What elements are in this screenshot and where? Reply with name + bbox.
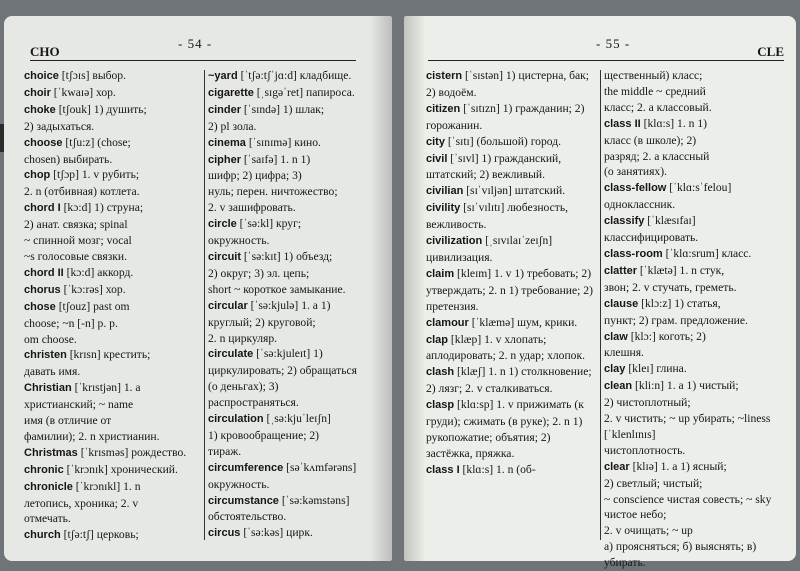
entry-headword: clatter: [604, 264, 638, 277]
entry-line: [604, 378, 772, 395]
entry-line: [426, 101, 598, 134]
entry-line: [604, 246, 772, 263]
entry-headword: clay: [604, 363, 626, 376]
entry-headword: claw: [604, 330, 628, 343]
entry-headword: civil: [426, 152, 448, 165]
entry-headword: class-fellow: [604, 182, 667, 195]
entry-line: [24, 167, 202, 184]
entry-headword: class II: [604, 117, 641, 130]
entry-headword: christen: [24, 349, 67, 362]
entry-line: [24, 364, 202, 380]
entry-line: [604, 116, 772, 133]
entry-text: 2. n (отбивная) котлета.: [24, 185, 140, 199]
entry-line: [24, 299, 202, 316]
column-divider: [600, 70, 601, 540]
entry-text: класс (в школе); 2): [604, 133, 697, 147]
entry-line: [604, 149, 772, 165]
entry-headword: citizen: [426, 102, 461, 115]
entry-line: [24, 332, 202, 348]
entry-line: [24, 511, 202, 527]
entry-text: [kleɪm] 1. v 1) требовать; 2) утверждать; 2. n 1) требование; 2) претензия.: [426, 266, 593, 313]
entry-headword: classify: [604, 215, 645, 228]
entry-text: choose; ~n [-n] p. p.: [24, 316, 118, 330]
entry-line: [208, 315, 358, 331]
entry-text: [krɪsn] крестить;: [66, 348, 151, 362]
entry-text: отмечать.: [24, 512, 71, 526]
entry-line: [208, 152, 358, 169]
entry-line: [24, 68, 202, 85]
entry-line: [24, 397, 202, 413]
entry-line: [604, 539, 772, 571]
entry-line: [24, 527, 202, 544]
entry-text: [ˈtʃə:tʃˈjɑ:d] кладбище.: [237, 69, 352, 82]
entry-headword: chorus: [24, 283, 61, 296]
entry-text: [klɑ:s] 1. n 1): [640, 116, 707, 130]
entry-line: [24, 135, 202, 152]
page-header: [30, 36, 356, 64]
entry-line: [24, 316, 202, 332]
entry-text: клешня.: [604, 346, 644, 360]
entry-text: ~s голосовые связки.: [24, 249, 128, 263]
entry-line: [24, 479, 202, 496]
entry-text: [ˈsə:kl] круг; окружность.: [208, 217, 302, 248]
entry-text: тираж.: [208, 444, 242, 458]
right-page: [404, 16, 796, 570]
entry-text: [ˈkrɪstjən] 1. a: [71, 381, 141, 395]
entry-text: [ˈsə:kəs] цирк.: [240, 526, 313, 540]
entry-line: [208, 493, 358, 510]
entry-line: [426, 266, 598, 315]
entry-text: циркулировать; 2) обращаться (о деньгах); 3): [208, 364, 357, 394]
entry-line: [208, 331, 358, 347]
entries-column-2: [208, 68, 358, 542]
entry-text: [klɪə] 1. a 1) ясный;: [629, 459, 727, 473]
entry-line: [604, 164, 772, 180]
entry-text: [kli:n] 1. a 1) чистый;: [632, 379, 739, 393]
entry-line: [208, 135, 358, 152]
entry-text: [tʃouk] 1) душить;: [55, 102, 147, 116]
entry-line: [604, 329, 772, 346]
entry-text: [tʃɔp] 1. v рубить;: [50, 168, 140, 182]
entry-line: [208, 85, 358, 102]
entry-headword: choke: [24, 103, 56, 116]
entry-line: [604, 411, 772, 443]
entry-text: 2) округ; 3) эл. цепь;: [208, 266, 310, 280]
entry-headword: cinema: [208, 136, 246, 149]
entry-text: круглый; 2) круговой;: [208, 315, 316, 329]
entry-headword: chose: [24, 300, 56, 313]
entry-text: [ˈkɔ:rəs] хор.: [60, 282, 126, 296]
entry-line: [604, 296, 772, 313]
entry-line: [24, 217, 202, 233]
entry-line: [208, 216, 358, 249]
entry-text: [ˌsə:kjuˈleɪʃn]: [263, 412, 331, 426]
gutter-shadow: [404, 16, 426, 561]
entry-text: [klɑ:s] 1. n (об-: [459, 462, 536, 476]
entry-text: звон; 2. v стучать, греметь.: [604, 280, 737, 294]
entry-line: [426, 315, 598, 332]
entry-line: [604, 133, 772, 149]
entry-line: [24, 184, 202, 200]
entry-line: [604, 476, 772, 492]
entry-line: [426, 462, 598, 479]
entry-text: [sɪˈvɪljən] штатский.: [463, 184, 566, 198]
entry-line: [604, 263, 772, 280]
entry-line: [208, 428, 358, 444]
entry-text: [ˈsɪtɪzn] 1) гражданин; 2) горожанин.: [426, 101, 585, 132]
entry-line: [208, 102, 358, 119]
entry-text: шифр; 2) цифра; 3): [208, 169, 302, 183]
entry-headword: ~yard: [208, 70, 238, 82]
entry-line: [426, 364, 598, 397]
entry-line: [208, 509, 358, 525]
entry-headword: circuit: [208, 250, 242, 263]
gutter-shadow: [370, 16, 392, 561]
entry-text: распространяться.: [208, 396, 299, 410]
entry-text: [ˈsə:kjuleɪt] 1): [253, 347, 323, 361]
entry-line: [24, 413, 202, 429]
entry-line: [208, 282, 358, 298]
entry-text: [ˈkrɪsməs] рождество.: [77, 445, 187, 459]
entry-headword: civilization: [426, 235, 483, 248]
entry-headword: circumference: [208, 461, 284, 474]
entry-text: (о занятиях).: [604, 165, 667, 179]
entry-text: [klɔ:] коготь; 2): [627, 329, 706, 343]
entry-headword: chop: [24, 169, 51, 182]
entry-line: [208, 346, 358, 363]
entry-text: short ~ короткое замыкание.: [208, 282, 346, 296]
entry-line: [208, 298, 358, 315]
entry-text: [ˈklæmə] шум, крики.: [468, 315, 578, 329]
entry-text: [ˈklɑ:sˈfelou]: [666, 181, 732, 195]
entry-headword: circle: [208, 218, 237, 231]
entry-line: [208, 444, 358, 460]
entry-line: [24, 265, 202, 282]
entry-headword: circulation: [208, 413, 264, 426]
entry-headword: circus: [208, 527, 241, 540]
entry-line: [426, 183, 598, 200]
entry-headword: chronicle: [24, 480, 73, 493]
entry-text: [tʃouz] past om: [55, 299, 130, 313]
entry-text: [ˈklæsɪfaɪ] классифицировать.: [604, 214, 699, 245]
entry-text: давать имя.: [24, 365, 81, 379]
entry-headword: cistern: [426, 70, 463, 82]
entry-line: [604, 280, 772, 296]
entry-text: [tʃu:z] (chose;: [62, 135, 131, 149]
entry-text: имя (в отличие от: [24, 414, 112, 428]
entry-line: [24, 496, 202, 512]
entry-text: чистоплотность.: [604, 443, 686, 457]
guide-word: CHO: [30, 44, 60, 59]
entry-line: [208, 266, 358, 282]
entry-text: класс; 2. a классовый.: [604, 100, 712, 114]
page-number: - 54 -: [178, 36, 213, 51]
column-divider: [204, 70, 205, 540]
entry-text: [ˌsɪvɪlaɪˈzeɪʃn] цивилизация.: [426, 234, 553, 264]
entry-line: [24, 347, 202, 364]
entry-line: [24, 119, 202, 135]
entry-line: [208, 411, 358, 428]
entry-line: [426, 332, 598, 365]
entry-text: [tʃɔɪs] выбор.: [58, 69, 126, 82]
entry-line: [208, 200, 358, 216]
entry-text: [ˈklɑ:srum] класс.: [662, 246, 752, 260]
entry-line: [208, 119, 358, 135]
entry-headword: class I: [426, 463, 460, 476]
entry-line: [604, 395, 772, 411]
entry-headword: city: [426, 135, 445, 148]
entry-text: летопись, хроника; 2. v: [24, 496, 139, 510]
entry-text: 2. v зашифровать.: [208, 201, 296, 215]
entry-line: [24, 249, 202, 265]
entry-line: [604, 213, 772, 246]
entry-text: [ˈsɪtɪ] (большой) город.: [444, 134, 562, 148]
entry-text: 2) задыхаться.: [24, 119, 95, 133]
entry-text: [ˈkwaɪə] хор.: [50, 85, 116, 99]
entry-text: обстоятельство.: [208, 510, 287, 524]
entry-text: одноклассник.: [604, 198, 676, 212]
entry-text: [ˈsə:kəmstəns]: [278, 493, 350, 507]
entry-line: [426, 134, 598, 151]
entry-text: [klɔ:z] 1) статья,: [638, 296, 721, 310]
entry-text: 2) pl зола.: [208, 119, 257, 133]
entry-text: [ˈsɪvl] 1) гражданский, штатский; 2) вежливый.: [426, 151, 562, 182]
entry-text: [səˈkʌmfərəns] окружность.: [208, 460, 357, 491]
entry-text: [ˈsɪndə] 1) шлак;: [241, 102, 325, 116]
entry-line: [24, 380, 202, 397]
entry-text: [ˈsə:kjulə] 1. a 1): [247, 298, 331, 312]
entry-headword: circulate: [208, 348, 254, 361]
entry-headword: clean: [604, 380, 633, 393]
entry-text: 2) светлый; чистый;: [604, 476, 703, 490]
entry-line: [426, 68, 598, 101]
entry-text: а) проясняться; б) выяснять; в) убирать.: [604, 540, 757, 570]
entry-line: [208, 395, 358, 411]
entries-column-1: [24, 68, 202, 544]
entry-text: [klæp] 1. v хлопать; аплодировать; 2. n удар; хлопок.: [426, 332, 586, 363]
entry-text: [ˈkrɔnɪkl] 1. n: [72, 479, 141, 493]
entry-headword: circumstance: [208, 494, 279, 507]
entry-line: [604, 180, 772, 197]
entry-text: [ˌsɪgəˈret] папироса.: [253, 85, 355, 99]
entry-line: [24, 429, 202, 445]
entry-text: [ˈsɪstən] 1) цистерна, бак; 2) водоём.: [426, 69, 590, 99]
entry-headword: Christian: [24, 382, 72, 395]
entry-line: [24, 462, 202, 479]
entry-text: 2. v чистить; ~ up убирать; ~liness [ˈklenlɪnɪs]: [604, 412, 771, 441]
entry-text: фамилии); 2. n христианин.: [24, 429, 160, 443]
entry-text: 2) анат. связка; spinal: [24, 218, 128, 232]
entry-text: 2) чистоплотный;: [604, 396, 691, 410]
entry-headword: civility: [426, 202, 461, 215]
entry-headword: clause: [604, 297, 639, 310]
entry-line: [24, 152, 202, 168]
page-number: - 55 -: [596, 36, 631, 51]
entries-column-2: [604, 68, 772, 571]
entry-text: 1) кровообращение; 2): [208, 428, 320, 442]
entry-text: разряд; 2. a классный: [604, 149, 710, 163]
entry-headword: clash: [426, 366, 455, 379]
entry-line: [24, 85, 202, 102]
entry-line: [604, 197, 772, 213]
entry-text: the middle ~ средний: [604, 84, 706, 98]
entry-text: 2. n циркуляр.: [208, 331, 278, 345]
entry-line: [604, 523, 772, 539]
entry-headword: claim: [426, 267, 455, 280]
entry-text: chosen) выбирать.: [24, 152, 113, 166]
entry-line: [604, 361, 772, 378]
entry-headword: class-room: [604, 247, 663, 260]
entry-headword: Christmas: [24, 446, 78, 459]
entry-line: [426, 397, 598, 462]
entry-line: [24, 102, 202, 119]
entry-text: [ˈsɪnɪmə] кино.: [245, 135, 321, 149]
entry-headword: chord II: [24, 266, 64, 279]
entry-headword: choice: [24, 70, 59, 82]
entry-text: [sɪˈvɪlɪtɪ] любезность, вежливость.: [426, 201, 569, 232]
entry-line: [24, 282, 202, 299]
entry-line: [604, 84, 772, 100]
entry-line: [24, 233, 202, 249]
entry-text: нуль; перен. ничтожество;: [208, 185, 338, 199]
entry-headword: choir: [24, 86, 51, 99]
entry-text: [ˈklætə] 1. n стук,: [637, 263, 725, 277]
entry-text: [klɑ:sp] 1. v прижимать (к груди); сжимать (в руке); 2. n 1) рукопожатие; объятия; 2) застёжка, пряжка.: [426, 398, 584, 460]
entry-text: om choose.: [24, 332, 77, 346]
entry-headword: church: [24, 529, 61, 542]
page-header: [428, 36, 784, 64]
entry-line: [208, 525, 358, 542]
entry-line: [604, 68, 772, 84]
entry-line: [426, 200, 598, 233]
entry-line: [208, 460, 358, 493]
entry-headword: clap: [426, 333, 449, 346]
entry-text: ~ спинной мозг; vocal: [24, 234, 132, 248]
entry-line: [24, 445, 202, 462]
entry-headword: clasp: [426, 399, 455, 412]
entry-text: [kleɪ] глина.: [625, 362, 687, 376]
entry-headword: clamour: [426, 316, 469, 329]
entry-text: [ˈkrɔnɪk] хронический.: [63, 462, 178, 476]
entry-line: [604, 100, 772, 116]
entry-headword: cinder: [208, 103, 242, 116]
left-page: [4, 16, 392, 561]
entry-headword: clear: [604, 460, 630, 473]
entry-text: [ˈsaɪfə] 1. n 1): [241, 152, 311, 166]
header-rule: [30, 60, 356, 61]
entry-headword: cipher: [208, 153, 242, 166]
entry-headword: civilian: [426, 185, 464, 198]
entry-line: [604, 313, 772, 329]
entry-text: [kɔ:d] 1) струна;: [60, 201, 144, 215]
entry-text: христианский; ~ name: [24, 398, 134, 412]
entry-line: [426, 151, 598, 184]
entry-text: [ˈsə:kɪt] 1) объезд;: [241, 249, 333, 263]
entry-line: [208, 184, 358, 200]
header-rule: [428, 60, 784, 61]
entry-text: пункт; 2) грам. предложение.: [604, 313, 748, 327]
entry-text: щественный) класс;: [604, 69, 703, 82]
entry-line: [426, 233, 598, 266]
entry-text: [kɔ:d] аккорд.: [63, 265, 134, 279]
entry-line: [604, 345, 772, 361]
entry-line: [604, 443, 772, 459]
entries-column-1: [426, 68, 598, 479]
entry-text: ~ conscience чистая совесть; ~ sky чистое небо;: [604, 492, 772, 522]
entry-line: [208, 363, 358, 395]
entry-line: [604, 459, 772, 476]
guide-word: CLE: [757, 44, 784, 59]
entry-line: [208, 68, 358, 85]
entry-headword: chronic: [24, 463, 64, 476]
entry-text: [tʃə:tʃ] церковь;: [60, 528, 139, 542]
entry-line: [208, 249, 358, 266]
entry-headword: choose: [24, 136, 63, 149]
entry-line: [208, 168, 358, 184]
entry-text: 2. v очищать; ~ up: [604, 524, 693, 538]
entry-headword: cigarette: [208, 86, 254, 99]
entry-text: [klæʃ] 1. n 1) столкновение; 2) лязг; 2. v сталкиваться.: [426, 365, 592, 396]
entry-line: [24, 200, 202, 217]
entry-headword: circular: [208, 299, 248, 312]
entry-headword: chord I: [24, 202, 61, 215]
entry-line: [604, 492, 772, 524]
